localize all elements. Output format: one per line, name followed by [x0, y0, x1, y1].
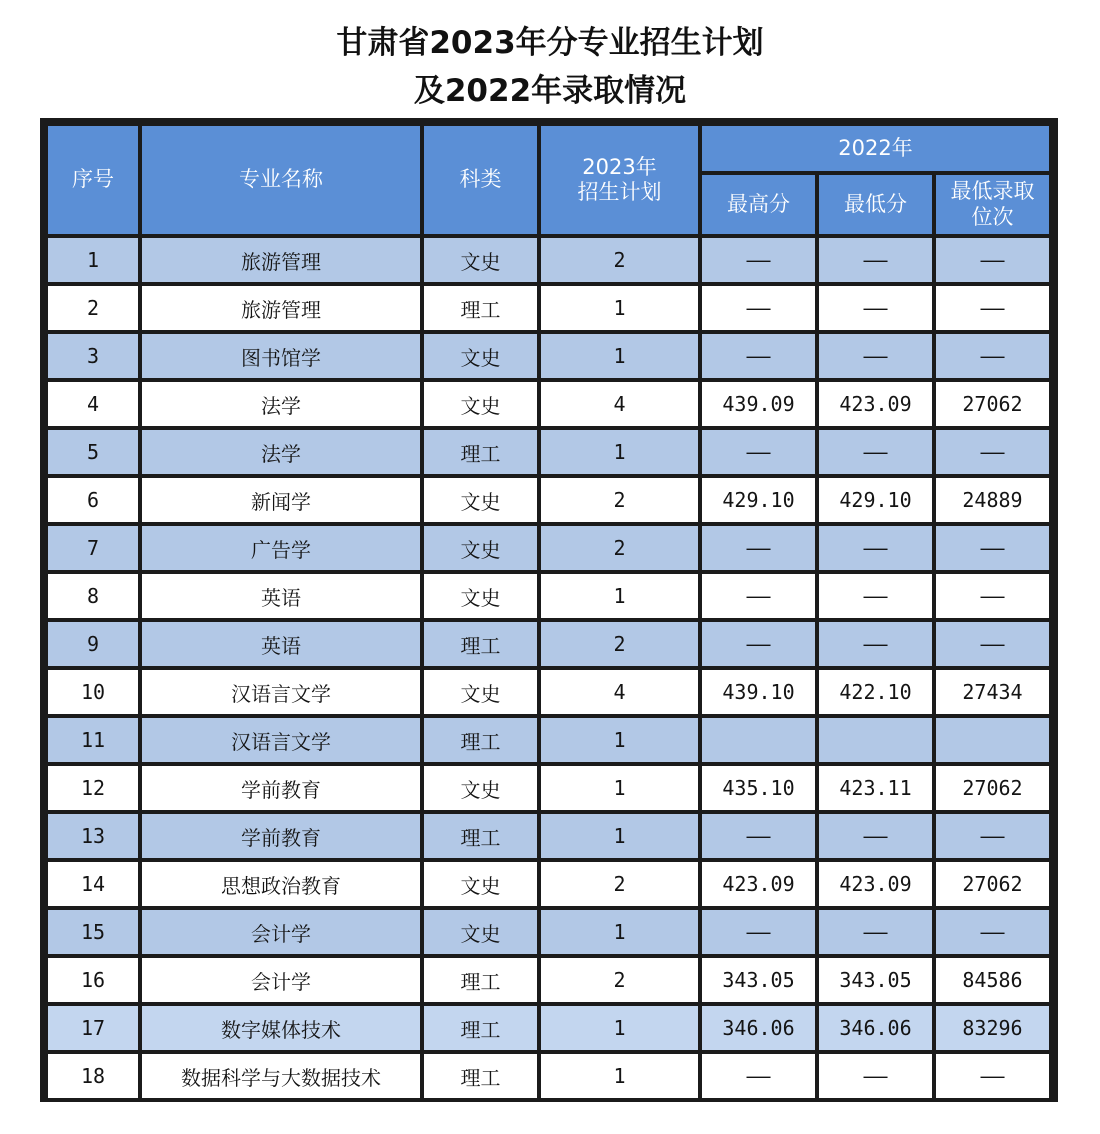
- table-row: [48, 622, 1049, 666]
- cell-major: 法学: [142, 430, 420, 474]
- cell-major: 英语: [142, 622, 420, 666]
- cell-seq: 16: [48, 958, 138, 1002]
- cell-max-score: 439.09: [702, 382, 815, 426]
- cell-category: 理工: [424, 286, 537, 330]
- cell-max-score: ——: [702, 286, 815, 330]
- cell-seq: 8: [48, 574, 138, 618]
- cell-seq: 15: [48, 910, 138, 954]
- cell-min-score: [819, 718, 932, 762]
- cell-min-score: ——: [819, 622, 932, 666]
- table-row: [48, 382, 1049, 426]
- table-row: [48, 670, 1049, 714]
- table-row: [48, 430, 1049, 474]
- cell-min-rank: ——: [936, 430, 1049, 474]
- cell-plan: 1: [541, 718, 698, 762]
- table-row: [48, 1006, 1049, 1050]
- cell-major: 新闻学: [142, 478, 420, 522]
- cell-major: 学前教育: [142, 766, 420, 810]
- cell-category: 理工: [424, 814, 537, 858]
- cell-max-score: ——: [702, 622, 815, 666]
- header-seq: 序号: [48, 126, 138, 234]
- cell-max-score: ——: [702, 334, 815, 378]
- cell-min-rank: ——: [936, 286, 1049, 330]
- cell-seq: 5: [48, 430, 138, 474]
- cell-plan: 1: [541, 766, 698, 810]
- cell-category: 文史: [424, 670, 537, 714]
- cell-major: 汉语言文学: [142, 670, 420, 714]
- cell-plan: 2: [541, 958, 698, 1002]
- cell-min-rank: ——: [936, 622, 1049, 666]
- cell-min-score: ——: [819, 574, 932, 618]
- cell-category: 理工: [424, 622, 537, 666]
- cell-category: 理工: [424, 958, 537, 1002]
- table-row: [48, 286, 1049, 330]
- table-row: [48, 862, 1049, 906]
- cell-major: 思想政治教育: [142, 862, 420, 906]
- cell-plan: 1: [541, 286, 698, 330]
- cell-plan: 2: [541, 526, 698, 570]
- cell-min-score: ——: [819, 286, 932, 330]
- cell-seq: 1: [48, 238, 138, 282]
- cell-min-rank: ——: [936, 334, 1049, 378]
- cell-max-score: [702, 718, 815, 762]
- cell-max-score: 343.05: [702, 958, 815, 1002]
- cell-plan: 1: [541, 910, 698, 954]
- cell-max-score: 435.10: [702, 766, 815, 810]
- cell-plan: 2: [541, 622, 698, 666]
- cell-seq: 4: [48, 382, 138, 426]
- header-min-rank: 最低录取 位次: [936, 175, 1049, 234]
- table-row: [48, 478, 1049, 522]
- cell-min-score: ——: [819, 430, 932, 474]
- cell-plan: 2: [541, 238, 698, 282]
- cell-max-score: 423.09: [702, 862, 815, 906]
- cell-min-rank: [936, 718, 1049, 762]
- header-max-score: 最高分: [702, 175, 815, 234]
- table-row: [48, 958, 1049, 1002]
- table-body: [48, 238, 1049, 1098]
- cell-category: 文史: [424, 478, 537, 522]
- cell-plan: 4: [541, 670, 698, 714]
- cell-category: 文史: [424, 238, 537, 282]
- page-subtitle: 及2022年录取情况: [413, 73, 687, 109]
- header-category: 科类: [424, 126, 537, 234]
- cell-min-score: 423.09: [819, 382, 932, 426]
- cell-min-rank: 24889: [936, 478, 1049, 522]
- cell-major: 英语: [142, 574, 420, 618]
- cell-major: 学前教育: [142, 814, 420, 858]
- cell-max-score: ——: [702, 814, 815, 858]
- cell-min-score: ——: [819, 1054, 932, 1098]
- cell-major: 旅游管理: [142, 286, 420, 330]
- cell-plan: 4: [541, 382, 698, 426]
- cell-plan: 2: [541, 478, 698, 522]
- cell-seq: 6: [48, 478, 138, 522]
- cell-min-score: 346.06: [819, 1006, 932, 1050]
- cell-category: 理工: [424, 1006, 537, 1050]
- cell-min-score: 422.10: [819, 670, 932, 714]
- cell-min-score: 423.09: [819, 862, 932, 906]
- cell-plan: 2: [541, 862, 698, 906]
- table-row: [48, 718, 1049, 762]
- cell-category: 文史: [424, 766, 537, 810]
- cell-max-score: 439.10: [702, 670, 815, 714]
- cell-seq: 3: [48, 334, 138, 378]
- cell-max-score: ——: [702, 526, 815, 570]
- cell-max-score: 429.10: [702, 478, 815, 522]
- table-row: [48, 334, 1049, 378]
- header-major: 专业名称: [142, 126, 420, 234]
- cell-category: 文史: [424, 862, 537, 906]
- cell-category: 理工: [424, 1054, 537, 1098]
- cell-min-rank: ——: [936, 1054, 1049, 1098]
- cell-major: 图书馆学: [142, 334, 420, 378]
- cell-min-rank: ——: [936, 526, 1049, 570]
- cell-max-score: ——: [702, 238, 815, 282]
- cell-seq: 17: [48, 1006, 138, 1050]
- cell-category: 理工: [424, 430, 537, 474]
- cell-min-rank: ——: [936, 910, 1049, 954]
- cell-category: 文史: [424, 382, 537, 426]
- cell-min-rank: 27062: [936, 766, 1049, 810]
- cell-seq: 13: [48, 814, 138, 858]
- cell-seq: 2: [48, 286, 138, 330]
- cell-major: 会计学: [142, 958, 420, 1002]
- page-title: 甘肃省2023年分专业招生计划: [336, 25, 764, 61]
- table-row: [48, 1054, 1049, 1098]
- cell-min-rank: 84586: [936, 958, 1049, 1002]
- cell-max-score: ——: [702, 1054, 815, 1098]
- cell-min-score: 343.05: [819, 958, 932, 1002]
- cell-min-score: 423.11: [819, 766, 932, 810]
- cell-category: 文史: [424, 526, 537, 570]
- cell-min-score: 429.10: [819, 478, 932, 522]
- cell-major: 会计学: [142, 910, 420, 954]
- cell-category: 理工: [424, 718, 537, 762]
- cell-min-score: ——: [819, 526, 932, 570]
- cell-major: 法学: [142, 382, 420, 426]
- cell-plan: 1: [541, 334, 698, 378]
- cell-major: 广告学: [142, 526, 420, 570]
- cell-seq: 10: [48, 670, 138, 714]
- cell-max-score: ——: [702, 910, 815, 954]
- table-row: [48, 526, 1049, 570]
- cell-major: 汉语言文学: [142, 718, 420, 762]
- cell-plan: 1: [541, 430, 698, 474]
- cell-category: 文史: [424, 910, 537, 954]
- cell-min-score: ——: [819, 238, 932, 282]
- cell-seq: 18: [48, 1054, 138, 1098]
- cell-min-rank: ——: [936, 238, 1049, 282]
- table-row: [48, 910, 1049, 954]
- table-row: [48, 574, 1049, 618]
- cell-seq: 7: [48, 526, 138, 570]
- cell-max-score: ——: [702, 574, 815, 618]
- cell-min-score: ——: [819, 334, 932, 378]
- cell-min-score: ——: [819, 910, 932, 954]
- admission-table: [44, 122, 1053, 1102]
- cell-major: 数据科学与大数据技术: [142, 1054, 420, 1098]
- header-plan-2023: 2023年 招生计划: [541, 126, 698, 234]
- cell-seq: 11: [48, 718, 138, 762]
- admission-table-frame: [40, 118, 1058, 1102]
- cell-seq: 14: [48, 862, 138, 906]
- cell-min-rank: 27062: [936, 862, 1049, 906]
- cell-seq: 12: [48, 766, 138, 810]
- cell-category: 文史: [424, 574, 537, 618]
- header-2022-group: 2022年: [702, 126, 1049, 171]
- cell-plan: 1: [541, 1006, 698, 1050]
- cell-min-rank: 27434: [936, 670, 1049, 714]
- cell-category: 文史: [424, 334, 537, 378]
- cell-max-score: ——: [702, 430, 815, 474]
- cell-plan: 1: [541, 814, 698, 858]
- cell-plan: 1: [541, 574, 698, 618]
- cell-min-score: ——: [819, 814, 932, 858]
- cell-major: 旅游管理: [142, 238, 420, 282]
- table-row: [48, 814, 1049, 858]
- header-min-score: 最低分: [819, 175, 932, 234]
- cell-min-rank: ——: [936, 814, 1049, 858]
- cell-min-rank: ——: [936, 574, 1049, 618]
- cell-max-score: 346.06: [702, 1006, 815, 1050]
- cell-min-rank: 27062: [936, 382, 1049, 426]
- table-row: [48, 238, 1049, 282]
- table-row: [48, 766, 1049, 810]
- cell-min-rank: 83296: [936, 1006, 1049, 1050]
- cell-plan: 1: [541, 1054, 698, 1098]
- cell-seq: 9: [48, 622, 138, 666]
- cell-major: 数字媒体技术: [142, 1006, 420, 1050]
